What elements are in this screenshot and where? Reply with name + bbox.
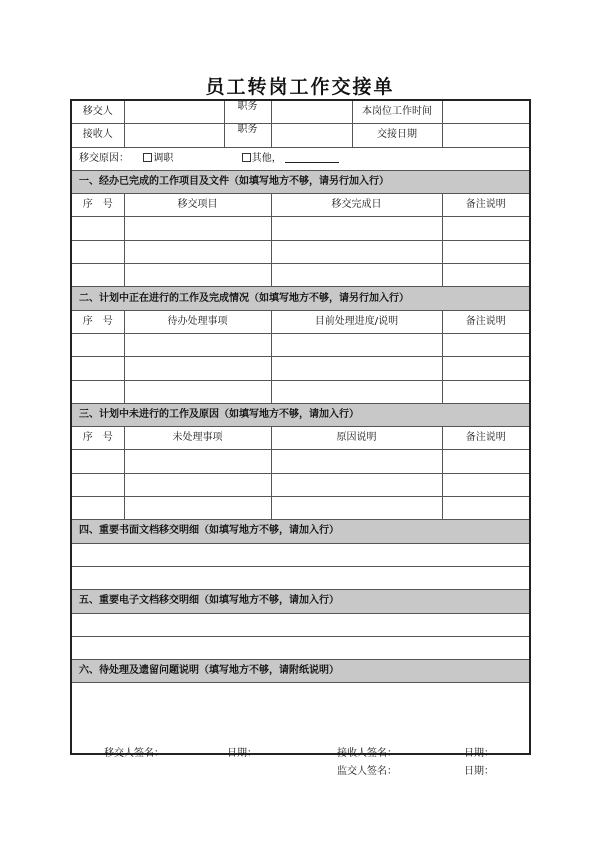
reason-row xyxy=(71,147,530,170)
transferor-input[interactable] xyxy=(124,100,271,124)
table-row[interactable] xyxy=(71,264,530,287)
reason-transfer-label: 调职 xyxy=(153,153,174,165)
tenure-input[interactable] xyxy=(442,100,530,124)
section-3-heading-row xyxy=(71,403,530,426)
section-6-heading: 六、待处理及遗留问题说明（填写地方不够，请附纸说明） xyxy=(71,660,530,683)
table-row[interactable] xyxy=(71,566,530,589)
section-3-column-headers xyxy=(71,427,530,450)
section-2-column-headers xyxy=(71,310,530,333)
supervisor-signature-label: 监交人签名： xyxy=(337,766,397,777)
col-reason: 原因说明 xyxy=(271,427,442,450)
col-notes: 备注说明 xyxy=(442,310,530,333)
receiver-signature-label: 接收人签名： xyxy=(337,748,397,759)
transferor-signature-label: 移交人签名： xyxy=(104,748,164,759)
section-4-heading: 四、重要书面文档移交明细（如填写地方不够，请加入行） xyxy=(71,520,530,543)
transferor-label: 移交人 xyxy=(71,100,124,124)
supervisor-date-label: 日期： xyxy=(464,766,494,777)
transferor-position-input[interactable] xyxy=(271,100,442,124)
section-1-heading-row xyxy=(71,170,530,193)
section-6-heading-row xyxy=(71,660,530,683)
transferor-position-label: 职务 xyxy=(237,101,258,112)
reason-other-input[interactable] xyxy=(285,152,339,163)
table-row[interactable] xyxy=(71,357,530,380)
reason-cell xyxy=(71,147,530,170)
reason-transfer-checkbox[interactable] xyxy=(143,153,152,162)
col-unprocessed-item: 未处理事项 xyxy=(124,427,271,450)
col-seq: 序 号 xyxy=(71,427,124,450)
section-3-heading: 三、计划中未进行的工作及原因（如填写地方不够，请加入行） xyxy=(71,403,530,426)
handover-date-label: 交接日期 xyxy=(377,129,417,141)
reason-other-checkbox[interactable] xyxy=(242,153,251,162)
col-progress: 目前处理进度/说明 xyxy=(271,310,442,333)
col-notes: 备注说明 xyxy=(442,194,530,217)
col-pending-item: 待办处理事项 xyxy=(124,310,271,333)
section-1-heading: 一、经办已完成的工作项目及文件（如填写地方不够，请另行加入行） xyxy=(71,170,530,193)
section-2-heading: 二、计划中正在进行的工作及完成情况（如填写地方不够，请另行加入行） xyxy=(71,287,530,310)
col-date: 移交完成日 xyxy=(271,194,442,217)
reason-label: 移交原因： xyxy=(79,153,129,165)
header-row-transferor xyxy=(71,100,530,124)
table-row[interactable] xyxy=(71,217,530,240)
section-2-heading-row xyxy=(71,287,530,310)
receiver-position-label: 职务 xyxy=(237,124,258,136)
tenure-label: 本岗位工作时间 xyxy=(362,106,432,118)
table-row[interactable] xyxy=(71,636,530,659)
table-row[interactable] xyxy=(71,613,530,636)
col-item: 移交项目 xyxy=(124,194,271,217)
handover-form-table xyxy=(70,99,531,755)
receiver-label: 接收人 xyxy=(71,124,124,147)
table-row[interactable] xyxy=(71,380,530,403)
header-row-receiver xyxy=(71,124,530,147)
section-1-column-headers xyxy=(71,194,530,217)
receiver-date-label: 日期： xyxy=(464,748,494,759)
table-row[interactable] xyxy=(71,450,530,473)
table-row[interactable] xyxy=(71,240,530,263)
col-seq: 序 号 xyxy=(71,194,124,217)
col-seq: 序 号 xyxy=(71,310,124,333)
table-row[interactable] xyxy=(71,333,530,356)
section-5-heading-row xyxy=(71,590,530,613)
section-4-heading-row xyxy=(71,520,530,543)
col-notes: 备注说明 xyxy=(442,427,530,450)
receiver-input[interactable] xyxy=(124,124,271,147)
table-row[interactable] xyxy=(71,543,530,566)
section-5-heading: 五、重要电子文档移交明细（如填写地方不够，请加入行） xyxy=(71,590,530,613)
transferor-date-label: 日期： xyxy=(227,748,257,759)
reason-other-label: 其他， xyxy=(251,153,282,165)
table-row[interactable] xyxy=(71,473,530,496)
receiver-position-input[interactable] xyxy=(271,124,442,147)
table-row[interactable] xyxy=(71,497,530,520)
form-title: 员工转岗工作交接单 xyxy=(205,76,395,98)
handover-date-input[interactable] xyxy=(442,124,530,147)
